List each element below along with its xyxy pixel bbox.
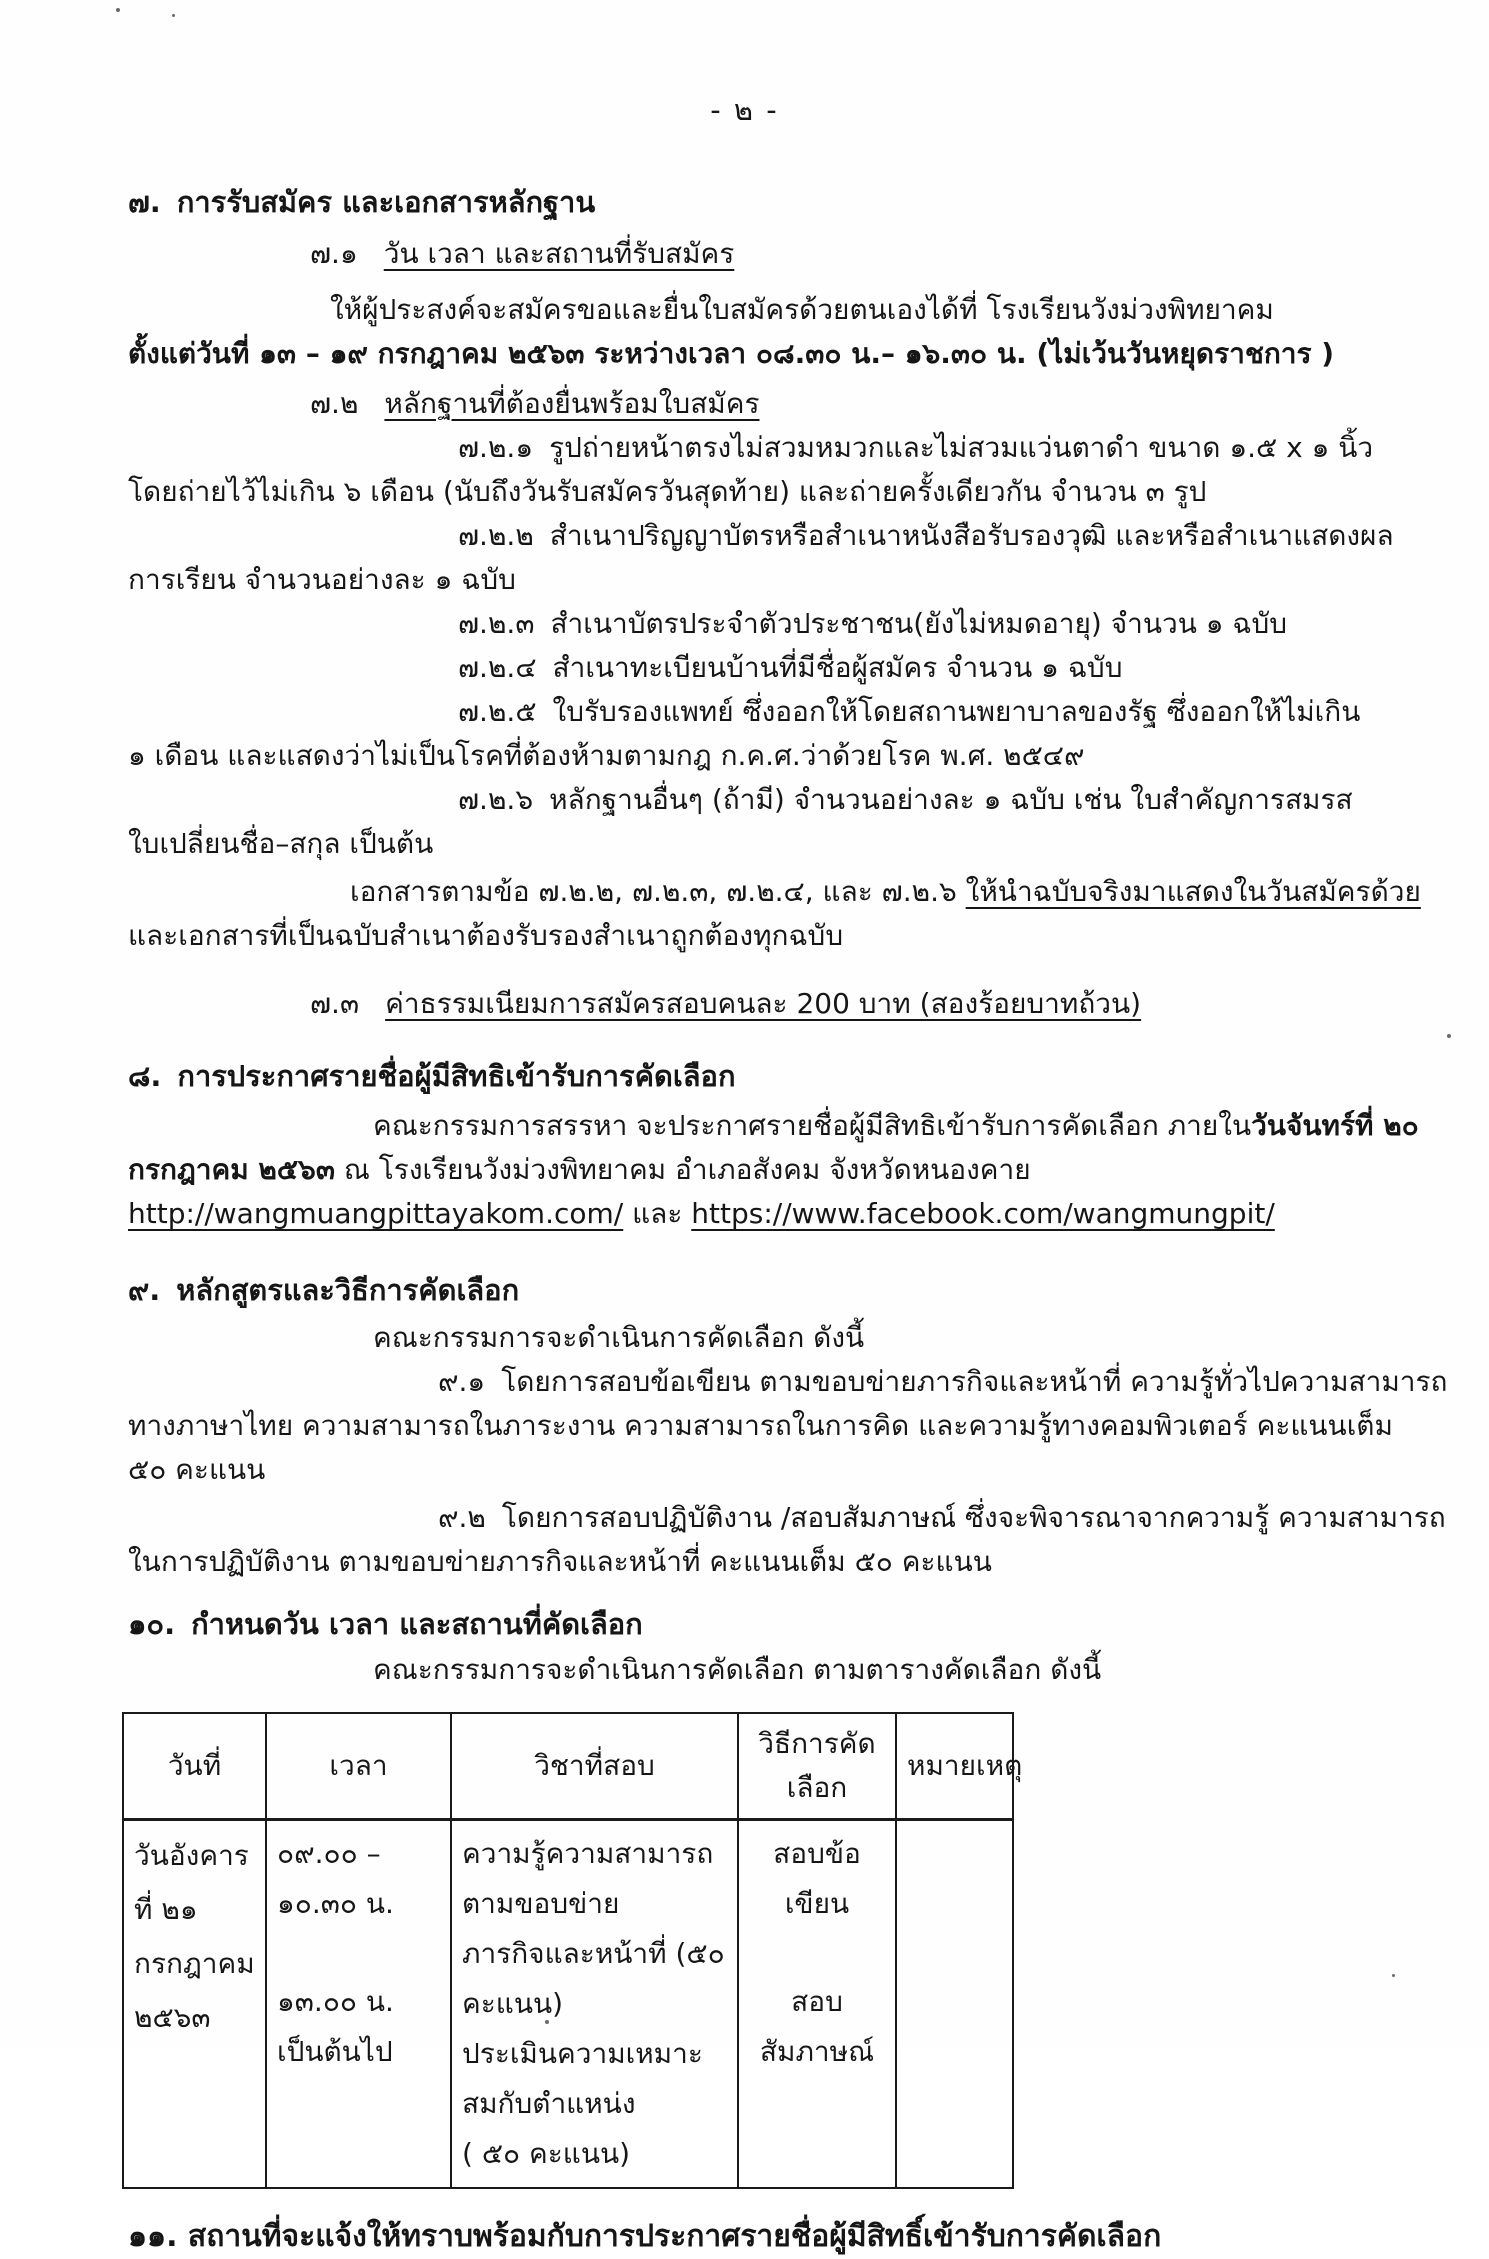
section8-number: ๘. xyxy=(128,1059,162,1093)
section7-1-heading xyxy=(310,232,1361,276)
section9-title: หลักสูตรและวิธีการคัดเลือก xyxy=(176,1273,520,1307)
item-7-2-4-text: สำเนาทะเบียนบ้านที่มีชื่อผู้สมัคร จำนวน ๑ ฉบับ xyxy=(552,651,1123,684)
section7-3-heading xyxy=(310,982,1361,1026)
documents-note-line1 xyxy=(350,870,1421,914)
subject-entry1-line2: ภารกิจและหน้าที่ (๕๐ คะแนน) xyxy=(462,1937,725,2020)
section7-title: การรับสมัคร และเอกสารหลักฐาน xyxy=(176,185,596,219)
time-entry2: ๑๓.๐๐ น. เป็นต้นไป xyxy=(277,1985,394,2068)
item-7-2-5-number: ๗.๒.๕ xyxy=(458,695,537,728)
item-9-1 xyxy=(438,1360,1448,1404)
item-7-2-1-continuation: โดยถ่ายไว้ไม่เกิน ๖ เดือน (นับถึงวันรับสมัครวันสุดท้าย) และถ่ายครั้งเดียวกัน จำนวน ๓ รูป xyxy=(128,475,1207,508)
item-7-2-2-continuation: การเรียน จำนวนอย่างละ ๑ ฉบับ xyxy=(128,563,516,596)
section7-number: ๗. xyxy=(128,185,161,219)
section7-1-title: วัน เวลา และสถานที่รับสมัคร xyxy=(383,237,735,270)
table-header-subject: วิชาที่สอบ xyxy=(451,1713,738,1820)
item-7-2-1 xyxy=(458,426,1374,470)
section7-1-paragraph-line2: ตั้งแต่วันที่ ๑๓ – ๑๙ กรกฎาคม ๒๕๖๓ ระหว่างเวลา ๐๘.๓๐ น.– ๑๖.๓๐ น. (ไม่เว้นวันหยุดราชการ ) xyxy=(128,337,1335,370)
section10-heading xyxy=(128,1602,1361,1646)
item-9-2-continuation: ในการปฏิบัติงาน ตามขอบข่ายภารกิจและหน้าที่ คะแนนเต็ม ๕๐ คะแนน xyxy=(128,1545,992,1578)
section7-heading xyxy=(128,180,1361,224)
item-9-2 xyxy=(438,1496,1446,1540)
documents-note-underlined: ให้นำฉบับจริงมาแสดงในวันสมัครด้วย xyxy=(965,875,1421,908)
item-7-2-2-text: สำเนาปริญญาบัตรหรือสำเนาหนังสือรับรองวุฒิ และหรือสำเนาแสดงผล xyxy=(549,519,1394,552)
section8-line1-text: คณะกรรมการสรรหา จะประกาศรายชื่อผู้มีสิทธิเข้ารับการคัดเลือก ภายใน xyxy=(373,1109,1252,1142)
section7-3-number: ๗.๓ xyxy=(310,987,360,1020)
item-7-2-5 xyxy=(458,690,1361,734)
section8-line1-bold-date: วันจันทร์ที่ ๒๐ xyxy=(1251,1109,1419,1142)
subject-entry2-line2: ( ๕๐ คะแนน) xyxy=(462,2137,631,2170)
section8-title: การประกาศรายชื่อผู้มีสิทธิเข้ารับการคัดเลือก xyxy=(177,1059,736,1093)
section9-number: ๙. xyxy=(128,1273,161,1307)
scan-speck xyxy=(545,2020,549,2024)
item-7-2-5-text: ใบรับรองแพทย์ ซึ่งออกให้โดยสถานพยาบาลของรัฐ ซึ่งออกให้ไม่เกิน xyxy=(552,695,1361,728)
cell-date xyxy=(123,1820,266,2189)
scan-speck xyxy=(1447,1034,1451,1038)
scan-speck xyxy=(1392,1974,1395,1977)
table-header-time: เวลา xyxy=(266,1713,451,1820)
item-7-2-2-number: ๗.๒.๒ xyxy=(458,519,534,552)
cell-subject xyxy=(451,1820,738,2189)
link-separator: และ xyxy=(623,1197,692,1230)
method-entry1: สอบข้อเขียน xyxy=(773,1837,861,1920)
section8-line2-bold-date: กรกฎาคม ๒๕๖๓ xyxy=(128,1153,335,1186)
item-7-2-1-text: รูปถ่ายหน้าตรงไม่สวมหมวกและไม่สวมแว่นตาดำ ขนาด ๑.๕ x ๑ นิ้ว xyxy=(549,431,1374,464)
subject-entry1-line1: ความรู้ความสามารถตามขอบข่าย xyxy=(462,1837,714,1920)
section8-paragraph-line1 xyxy=(373,1104,1419,1148)
cell-time xyxy=(266,1820,451,2189)
item-9-1-text: โดยการสอบข้อเขียน ตามขอบข่ายภารกิจและหน้าที่ ความรู้ทั่วไปความสามารถ xyxy=(501,1365,1448,1398)
item-7-2-3-number: ๗.๒.๓ xyxy=(458,607,535,640)
table-header-row xyxy=(123,1713,1013,1820)
item-9-1-continuation1: ทางภาษาไทย ความสามารถในภาระงาน ความสามารถในการคิด และความรู้ทางคอมพิวเตอร์ คะแนนเต็ม xyxy=(128,1409,1393,1442)
documents-note-prefix: เอกสารตามข้อ ๗.๒.๒, ๗.๒.๓, ๗.๒.๔, และ ๗.๒.๖ xyxy=(350,875,966,908)
date-line: ๒๕๖๓ xyxy=(134,2001,211,2034)
cell-method xyxy=(738,1820,896,2189)
item-7-2-4-number: ๗.๒.๔ xyxy=(458,651,537,684)
scan-speck xyxy=(172,14,175,17)
date-line: วันอังคาร ที่ ๒๑ xyxy=(134,1839,249,1926)
section8-heading xyxy=(128,1054,1361,1098)
item-7-2-6 xyxy=(458,778,1361,822)
section7-3-title: ค่าธรรมเนียมการสมัครสอบคนละ 200 บาท (สองร้อยบาทถ้วน) xyxy=(385,987,1142,1020)
table-header-method: วิธีการคัดเลือก xyxy=(738,1713,896,1820)
table-row xyxy=(123,1820,1013,2189)
item-7-2-1-number: ๗.๒.๑ xyxy=(458,431,534,464)
time-entry1: ๐๙.๐๐ – ๑๐.๓๐ น. xyxy=(277,1837,394,1920)
announcement-links-line xyxy=(128,1192,1361,1236)
subject-entry2-line1: ประเมินความเหมาะสมกับตำแหน่ง xyxy=(462,2037,703,2120)
item-9-2-text: โดยการสอบปฏิบัติงาน /สอบสัมภาษณ์ ซึ่งจะพิจารณาจากความรู้ ความสามารถ xyxy=(501,1501,1446,1534)
section10-intro: คณะกรรมการจะดำเนินการคัดเลือก ตามตารางคัดเลือก ดังนี้ xyxy=(373,1653,1102,1686)
item-7-2-6-continuation: ใบเปลี่ยนชื่อ–สกุล เป็นต้น xyxy=(128,827,434,860)
section8-line2-text: ณ โรงเรียนวังม่วงพิทยาคม อำเภอสังคม จังหวัดหนองคาย xyxy=(334,1153,1031,1186)
section7-2-number: ๗.๒ xyxy=(310,387,359,420)
section7-1-paragraph-line1: ให้ผู้ประสงค์จะสมัครขอและยื่นใบสมัครด้วยตนเองได้ที่ โรงเรียนวังม่วงพิทยาคม xyxy=(330,293,1274,326)
method-entry2: สอบสัมภาษณ์ xyxy=(759,1985,875,2068)
section8-paragraph-line2 xyxy=(128,1148,1361,1192)
item-7-2-2 xyxy=(458,514,1394,558)
table-header-date: วันที่ xyxy=(123,1713,266,1820)
item-7-2-6-text: หลักฐานอื่นๆ (ถ้ามี) จำนวนอย่างละ ๑ ฉบับ เช่น ใบสำคัญการสมรส xyxy=(549,783,1353,816)
selection-schedule-table xyxy=(122,1712,1023,2189)
item-9-1-continuation2: ๕๐ คะแนน xyxy=(128,1453,266,1486)
section9-heading xyxy=(128,1268,1361,1312)
cell-remark xyxy=(896,1820,1013,2189)
item-9-1-number: ๙.๑ xyxy=(438,1365,486,1398)
table-header-remark: หมายเหตุ xyxy=(896,1713,1013,1820)
item-7-2-6-number: ๗.๒.๖ xyxy=(458,783,534,816)
date-line: กรกฎาคม xyxy=(134,1947,255,1980)
item-7-2-3-text: สำเนาบัตรประจำตัวประชาชน(ยังไม่หมดอายุ) จำนวน ๑ ฉบับ xyxy=(550,607,1288,640)
item-7-2-4 xyxy=(458,646,1361,690)
item-7-2-5-continuation: ๑ เดือน และแสดงว่าไม่เป็นโรคที่ต้องห้ามตามกฎ ก.ค.ศ.ว่าด้วยโรค พ.ศ. ๒๕๔๙ xyxy=(128,739,1085,772)
school-website-link[interactable]: http://wangmuangpittayakom.com/ xyxy=(128,1197,624,1230)
section11-heading: ๑๑. สถานที่จะแจ้งให้ทราบพร้อมกับการประกาศรายชื่อผู้มีสิทธิ์เข้ารับการคัดเลือก xyxy=(128,2219,1162,2254)
item-9-2-number: ๙.๒ xyxy=(438,1501,486,1534)
section7-1-number: ๗.๑ xyxy=(310,237,358,270)
documents-note-line2: และเอกสารที่เป็นฉบับสำเนาต้องรับรองสำเนาถูกต้องทุกฉบับ xyxy=(128,919,844,952)
section7-2-heading xyxy=(310,382,1361,426)
scan-speck xyxy=(116,8,120,12)
section10-number: ๑๐. xyxy=(128,1607,176,1641)
page-number: - ๒ - xyxy=(710,93,779,127)
item-7-2-3 xyxy=(458,602,1361,646)
facebook-link[interactable]: https://www.facebook.com/wangmungpit/ xyxy=(691,1197,1275,1230)
section9-intro: คณะกรรมการจะดำเนินการคัดเลือก ดังนี้ xyxy=(373,1321,865,1354)
section10-title: กำหนดวัน เวลา และสถานที่คัดเลือก xyxy=(191,1607,643,1641)
section7-2-title: หลักฐานที่ต้องยื่นพร้อมใบสมัคร xyxy=(384,387,760,420)
